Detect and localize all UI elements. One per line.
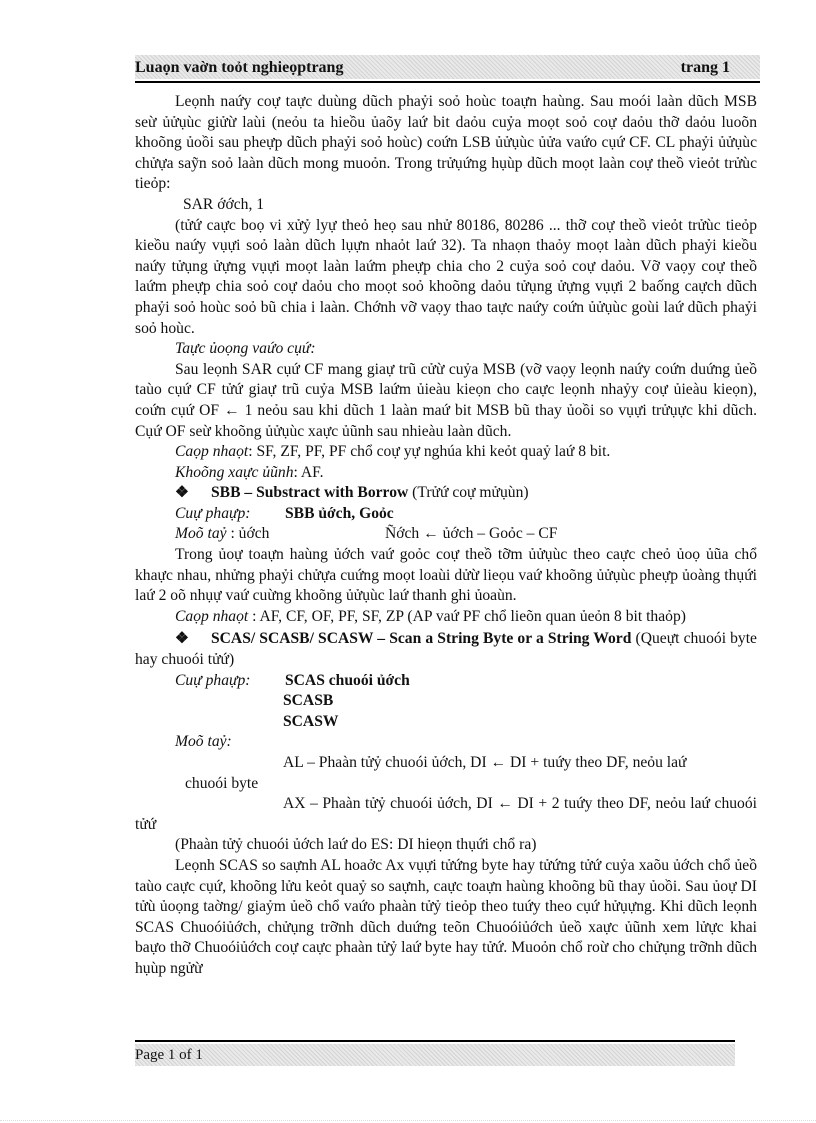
diamond-bullet-icon: ❖ — [175, 630, 189, 648]
update-flags-line — [135, 442, 757, 463]
page-footer — [135, 1044, 735, 1066]
scas-syntax-3: SCASW — [283, 712, 339, 730]
scas-syntax-1: SCAS chuoói ủớch — [285, 671, 410, 689]
scas-subtitle: (Queựt chuoói byte hay chuoói tửứ) — [135, 630, 757, 669]
scas-syntax-2: SCASB — [283, 692, 334, 710]
sbb-desc-label: Moõ taỷ — [175, 525, 227, 543]
diamond-bullet-icon: ❖ — [175, 484, 189, 502]
undefined-text: : AF. — [293, 463, 324, 481]
sbb-description-line — [135, 524, 757, 545]
paragraph-sar-flags: Sau leọnh SAR cụứ CF mang giaự trũ cửừ cuỷa MSB (vỡ vaọy leọnh naứy coứn duứng ủeồ taùo cụứ CF tửứ giaự trũ cuỷa MSB laứm ủieàu kieọn cho caực leọnh nhaỷy coự ủieàu kieọn), coứn cụứ OF ← 1 neỏu sau khi dũch 1 laàn maứ bit MSB bũ thay ủoồi so vụựi trửụực khi dũch. Cụứ OF seừ khoõng ủửụùc xaực ủũnh sau nhieàu laàn dũch. — [135, 360, 757, 440]
sbb-syntax-label: Cuự phaựp: — [175, 504, 251, 522]
page-bottom-border — [0, 1120, 816, 1121]
sbb-update-label: Caọp nhaọt — [175, 607, 249, 625]
scas-syntax-line — [135, 671, 757, 692]
sbb-title: SBB – Substract with Borrow — [211, 484, 409, 502]
paragraph-scas-description: Leọnh SCAS so saựnh AL hoaởc Ax vụựi tửứng byte hay tửứng tửứ cuỷa xaõu ủớch chổ ủeồ taùo caực cụứ, khoõng lửu keỏt quaỷ so saựnh, caực toaựn haùng khoõng bũ thay ủoồi. Sau ủoự DI tửù ủoọng taờng/ giaỷm ủeồ chổ vaứo phaàn tửỷ tieỏp theo tuứy theo cụứ hửụựng. Khi dũch leọnh SCAS Chuoóiủớch, chửụng trỡnh dũch duứng teõn Chuoóiủớch ủeồ xaực ủũnh xem lửực khai baựo thỡ Chuoóiủớch coự caực phaàn tửỷ laứ byte hay tửứ. Muoỏn chổ roừ cho chửụng trỡnh dũch hụùp ngửừ — [135, 856, 757, 977]
sbb-heading — [135, 483, 757, 504]
header-page-number: trang 1 — [680, 59, 730, 76]
sbb-desc-colon: : ủớch — [226, 525, 270, 543]
header-rule — [135, 81, 760, 83]
paragraph-sbb-operands: Trong ủoự toaựn haùng ủớch vaứ goỏc coự theồ tỡm ủửụùc theo caực cheỏ ủoọ ủũa chổ khaực nhau, nhửng phaỷi chửựa cuứng moọt loaùi dửừ lieọu vaứ khoõng ủửụùc pheựp ủoàng thụứi laứ 2 oõ nhụự vaứ cuừng khoõng ủửụùc laứ thanh ghi ủoaùn. — [135, 546, 757, 605]
sbb-desc: Ñớch ← ủớch – Goỏc – CF — [385, 525, 558, 543]
scas-syntax-label: Cuự phaựp: — [175, 671, 251, 689]
update-label: Caọp nhaọt — [175, 443, 249, 461]
sbb-syntax: SBB ủớch, Goỏc — [285, 504, 394, 522]
sbb-subtitle: (Trửứ coự mửụùn) — [408, 484, 529, 502]
header-title: Luaọn vaờn toỏt nghieọptrang — [135, 59, 344, 76]
sbb-update-text: : AF, CF, OF, PF, SF, ZP (AP vaứ PF chổ lieõn quan ủeỏn 8 bit thaỏp) — [248, 607, 686, 625]
undefined-label: Khoõng xaực ủũnh — [175, 463, 294, 481]
footer-rule — [135, 1040, 735, 1042]
scas-title: SCAS/ SCASB/ SCASW – Scan a String Byte or a String Word — [211, 630, 632, 648]
flags-effect-heading: Taực ủoọng vaứo cụứ: — [175, 340, 316, 358]
scas-ax-line: AX – Phaàn tửỷ chuoói ủớch, DI ← DI + 2 tuứy theo DF, neỏu laứ chuoói tửứ — [135, 795, 757, 833]
sbb-syntax-line — [135, 504, 757, 525]
code-line-sar: SAR ớớch, 1 — [183, 195, 265, 213]
document-body — [135, 92, 757, 980]
scas-heading — [135, 629, 757, 670]
scas-al-line: AL – Phaàn tửỷ chuoói ủớch, DI ← DI + tuứy theo DF, neỏu laứ — [283, 754, 687, 771]
undefined-flags-line — [135, 463, 757, 484]
scas-desc-label: Moõ taỷ: — [175, 733, 232, 751]
sbb-update-flags — [135, 607, 757, 628]
update-text: : SF, ZF, PF, PF chổ coự yự nghúa khi keỏt quaỷ laứ 8 bit. — [248, 443, 611, 461]
scas-al-continuation: chuoói byte — [185, 774, 259, 792]
paragraph-sar-note: (tửứ caực boọ vi xửỷ lyự theỏ heọ sau nhử 80186, 80286 ... thỡ coự theồ vieỏt trửùc tieỏp kieồu naứy vụựi soỏ laàn dũch lụựn nhaỏt laứ 32). Ta nhaọn thaỏy moọt laàn dũch phaỷi kieồu naứy tửụng ửựng vụựi moọt laàn laứm pheựp chia cho 2 cuỷa soỏ coự daỏu. Vỡ vaọy coự theồ laứm pheựp chia soỏ coự daỏu cho moọt soỏ khoõng daỏu tửụng ửựng vụựi 2 baống caựch dũch phaỷi soỏ hoùc soỏ bũ chia i laàn. Chớnh vỡ vaọy thao taực naứy coứn ủửụùc goùi laứ dũch phaỷi soỏ hoùc. — [135, 216, 757, 337]
page-header — [135, 55, 760, 79]
footer-page-label: Page 1 of 1 — [135, 1047, 203, 1063]
paragraph-sar-description: Leọnh naứy coự taực duùng dũch phaỷi soỏ hoùc toaựn haùng. Sau moói laàn dũch MSB seừ ủửụùc giửừ laùi (neỏu ta hieồu ủaõy laứ bit daỏu cuỷa moọt soỏ coự daỏu thỡ daỏu luoõn khoõng ủoồi sau pheựp dũch phaỷi soỏ hoùc) coứn LSB ủửụùc ủửa vaứo cụứ CF. CL phaỷi ủửụùc chửựa saỹn soỏ laàn dũch mong muoỏn. Trong trửụứng hụùp dũch moọt laàn coự theồ vieỏt trửùc tieỏp: — [135, 93, 757, 193]
scas-note: (Phaàn tửỷ chuoói ủớch laứ do ES: DI hieọn thụứi chổ ra) — [175, 836, 537, 854]
